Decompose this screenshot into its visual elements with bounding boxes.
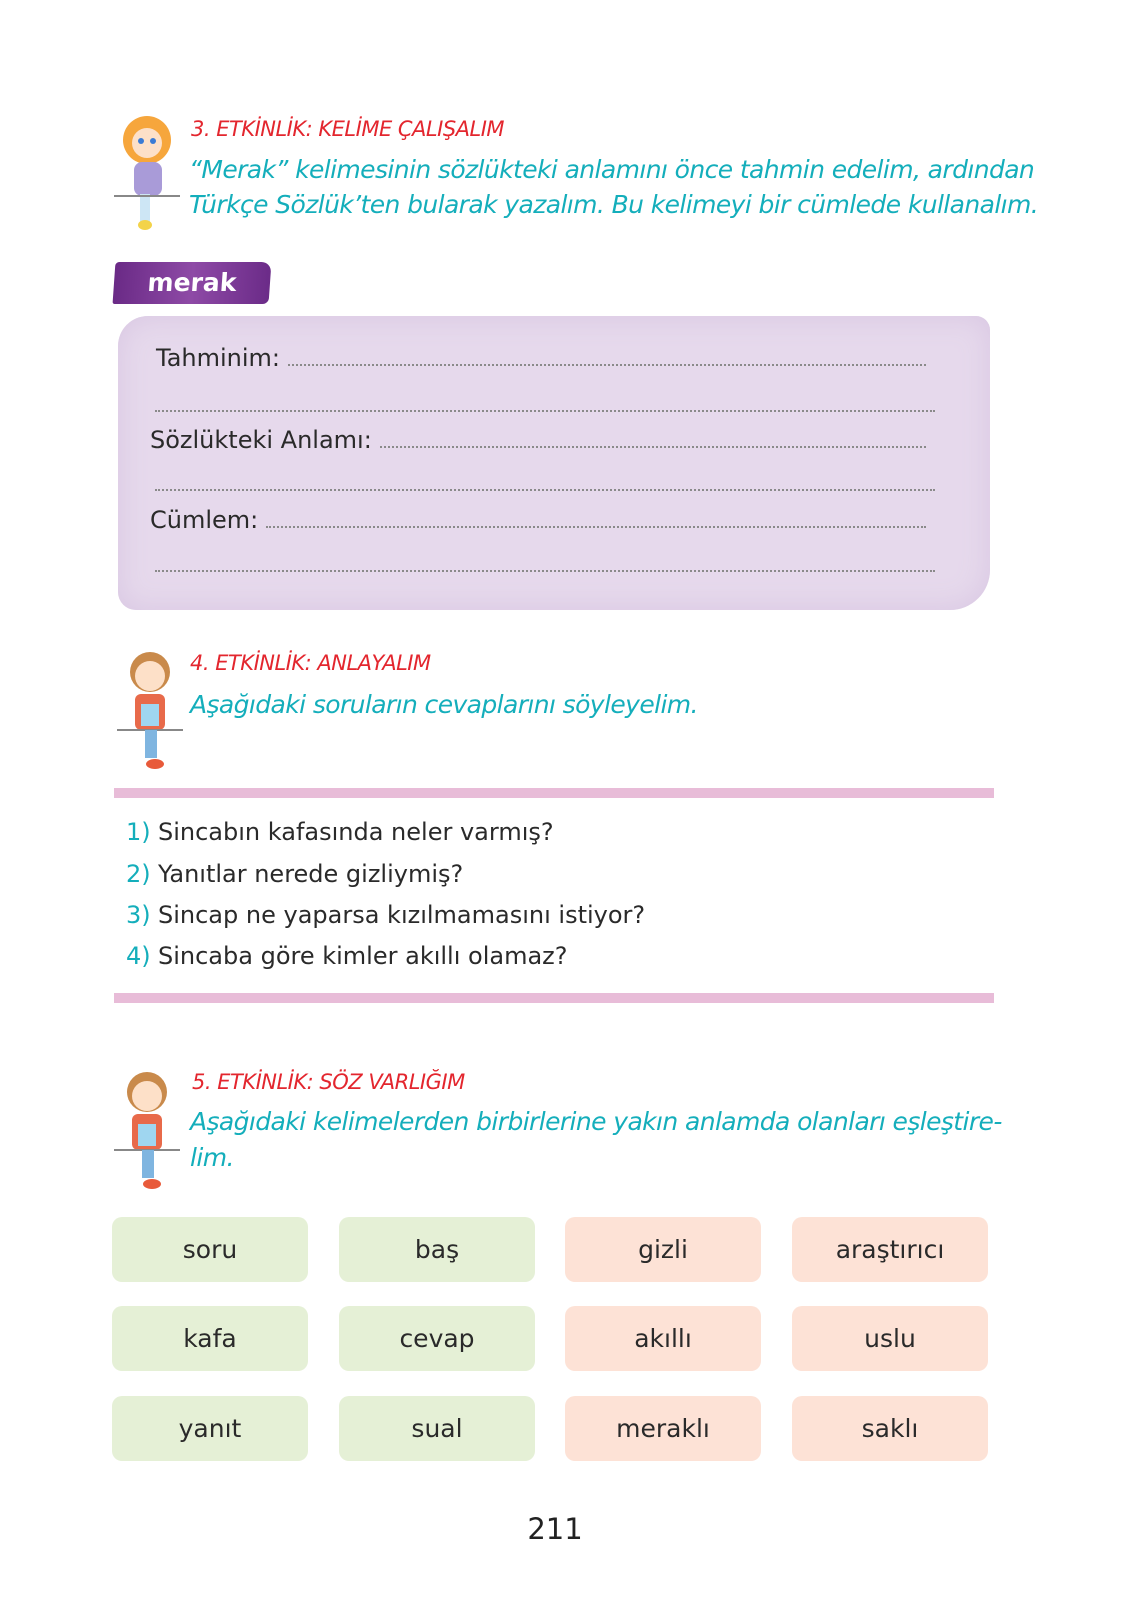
question-item: 1) Sincabın kafasında neler varmış? xyxy=(126,818,554,846)
boy-illustration-icon xyxy=(115,644,185,774)
sentence-label: Cümlem: xyxy=(150,506,259,534)
question-item: 4) Sincaba göre kimler akıllı olamaz? xyxy=(126,942,568,970)
guess-label: Tahminim: xyxy=(156,344,280,372)
word-card[interactable]: saklı xyxy=(792,1396,988,1461)
boy-illustration-icon xyxy=(112,1064,182,1194)
sentence-field[interactable] xyxy=(150,506,926,534)
answer-line[interactable] xyxy=(155,570,935,572)
meaning-field[interactable] xyxy=(150,426,926,454)
word-card[interactable]: soru xyxy=(112,1217,308,1282)
activity3-instruction-1: “Merak” kelimesinin sözlükteki anlamını önce tahmin edelim, ardından xyxy=(189,155,1035,184)
divider xyxy=(114,788,994,798)
activity5-instruction-1: Aşağıdaki kelimelerden birbirlerine yakın anlamda olanları eşleştire- xyxy=(190,1107,1002,1136)
word-card[interactable]: sual xyxy=(339,1396,535,1461)
activity3-title: 3. ETKİNLİK: KELİME ÇALIŞALIM xyxy=(191,117,505,141)
activity4-title: 4. ETKİNLİK: ANLAYALIM xyxy=(190,651,431,675)
guess-field[interactable] xyxy=(156,344,926,372)
word-card[interactable]: gizli xyxy=(565,1217,761,1282)
word-card[interactable]: akıllı xyxy=(565,1306,761,1371)
answer-line[interactable] xyxy=(155,410,935,412)
meaning-label: Sözlükteki Anlamı: xyxy=(150,426,372,454)
girl-illustration-icon xyxy=(112,110,182,230)
divider xyxy=(114,993,994,1003)
word-banner: merak xyxy=(113,262,272,304)
question-item: 2) Yanıtlar nerede gizliymiş? xyxy=(126,860,464,888)
word-card[interactable]: cevap xyxy=(339,1306,535,1371)
word-card[interactable]: kafa xyxy=(112,1306,308,1371)
activity5-title: 5. ETKİNLİK: SÖZ VARLIĞIM xyxy=(192,1070,465,1094)
activity3-instruction-2: Türkçe Sözlük’ten bularak yazalım. Bu kelimeyi bir cümlede kullanalım. xyxy=(189,190,1039,219)
activity4-instruction: Aşağıdaki soruların cevaplarını söyleyelim. xyxy=(190,690,698,719)
word-card[interactable]: araştırıcı xyxy=(792,1217,988,1282)
question-item: 3) Sincap ne yaparsa kızılmamasını istiyor? xyxy=(126,901,646,929)
word-card[interactable]: uslu xyxy=(792,1306,988,1371)
word-card[interactable]: baş xyxy=(339,1217,535,1282)
answer-line[interactable] xyxy=(155,489,935,491)
word-card[interactable]: yanıt xyxy=(112,1396,308,1461)
word-card[interactable]: meraklı xyxy=(565,1396,761,1461)
activity5-instruction-2: lim. xyxy=(190,1143,234,1172)
page-number: 211 xyxy=(527,1512,583,1546)
